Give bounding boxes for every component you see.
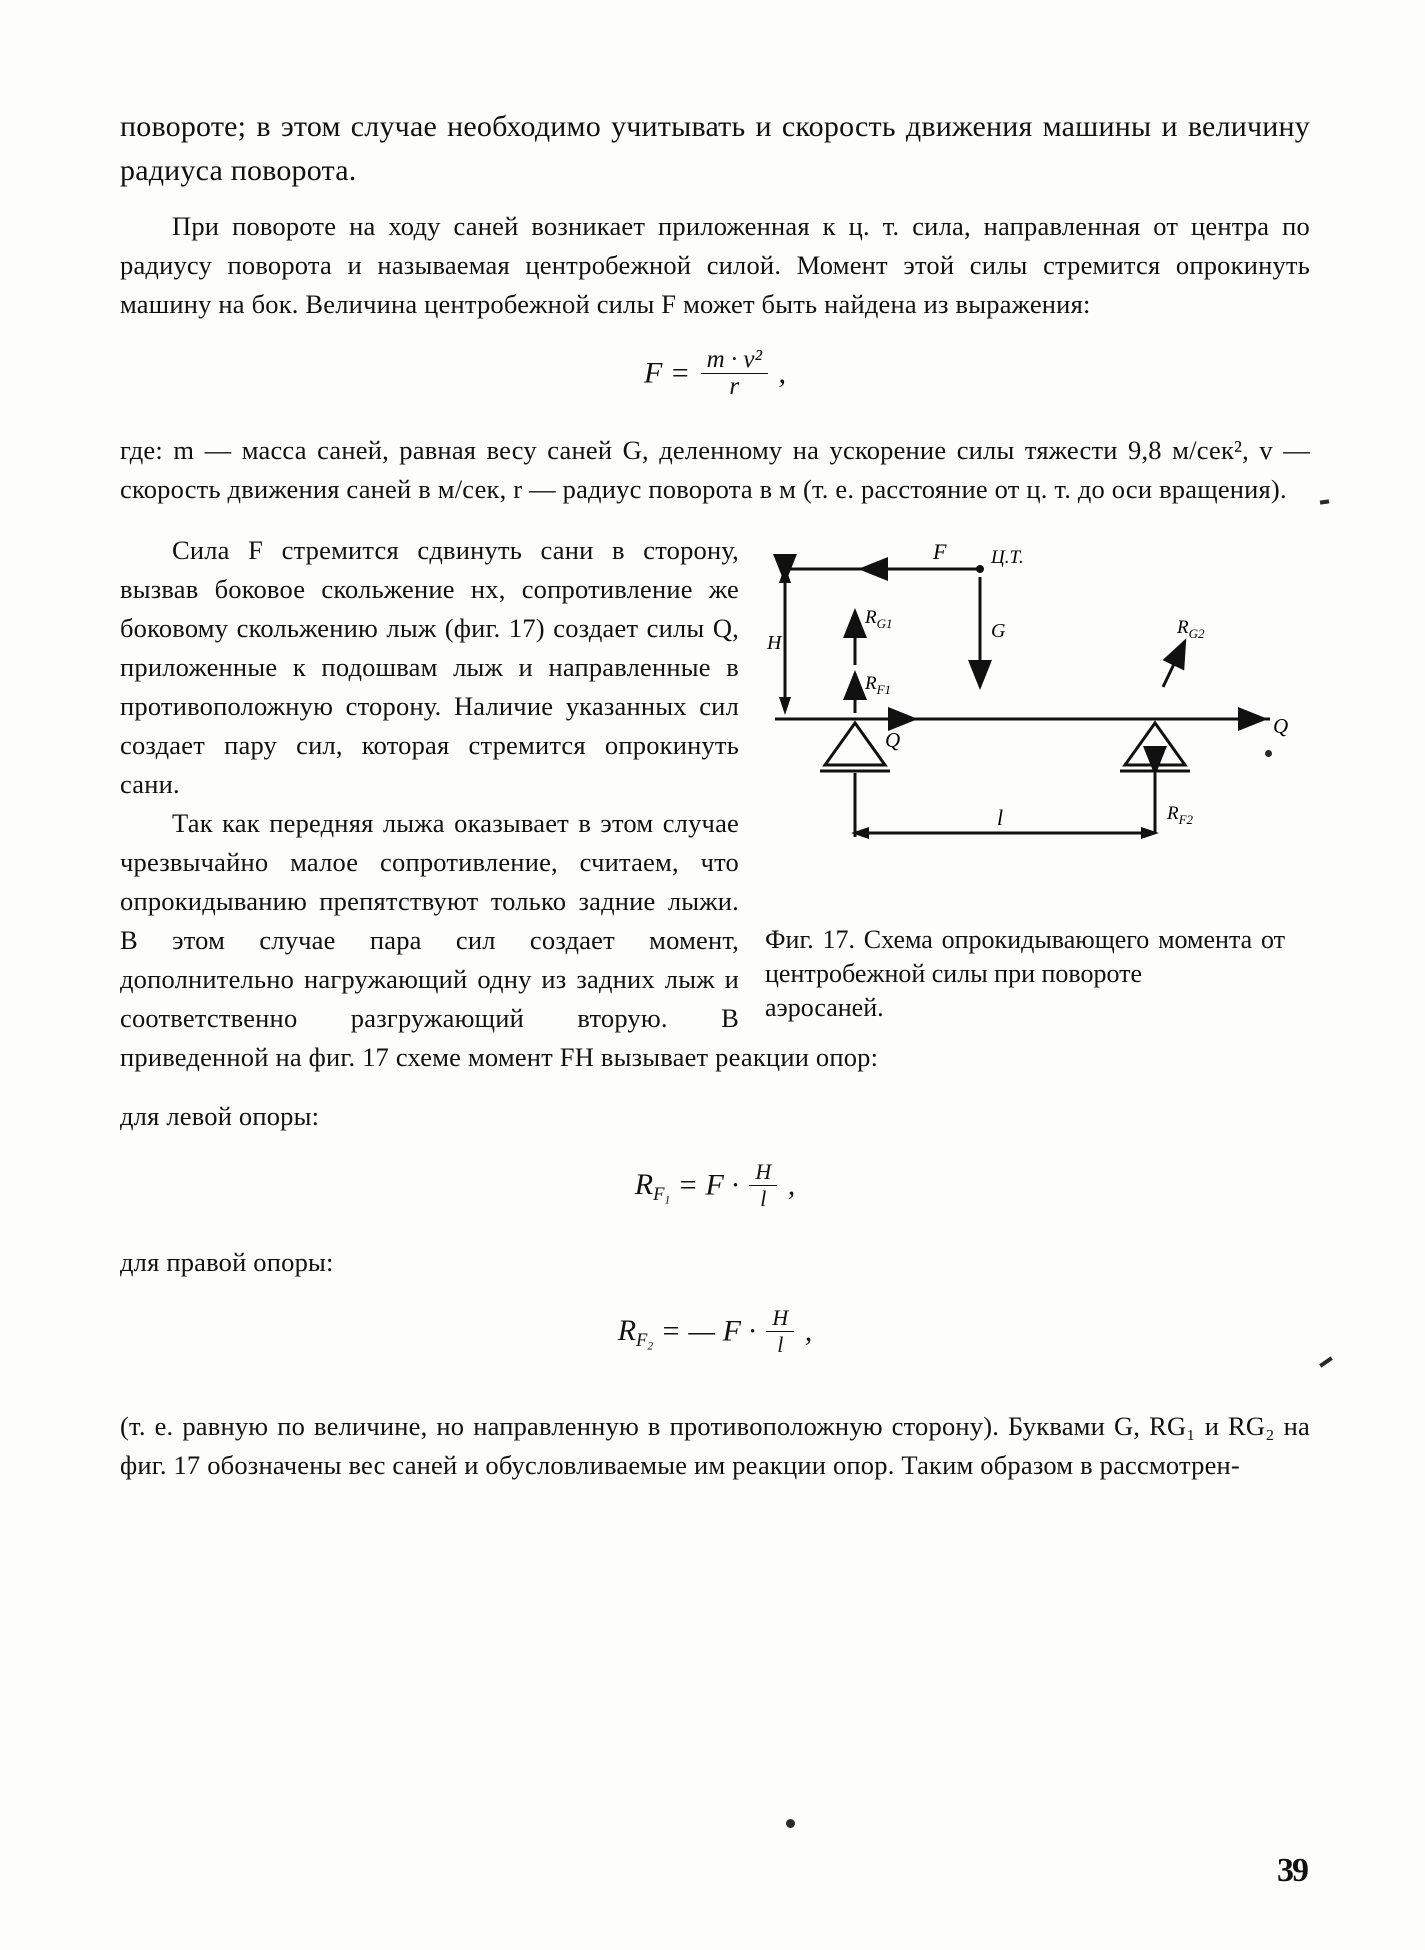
svg-text:F: F <box>933 539 947 564</box>
svg-text:l: l <box>997 805 1004 830</box>
paragraph-3: Сила F стремится сдвинуть сани в сторону, вызвав боковое скольжение нх, сопротивление же боковому скольжению лыж (фиг. 17) создает силы Q, приложенные к подошвам лыж и направленные в противоположную сторону. Наличие указанных сил создает пару сил, которая стремится опрокинуть сани. <box>120 535 739 799</box>
paragraph-4: Так как передняя лыжа оказывает в этом случае чрезвычайно малое сопротивление, считаем, что опрокидыванию препятствуют только задние лыжи. В этом случае пара сил создает момент, дополнительно нагружающий одну из задних лыж и соответственно разгружающий вторую. В приведенной на фиг. 17 схеме момент FH вызывает реакции опор: <box>120 808 879 1072</box>
figure-17 <box>765 537 1310 1025</box>
formula-3-tail: , <box>804 1314 813 1348</box>
figure-and-text-block <box>120 531 1310 1077</box>
formula-2-denominator: l <box>760 1186 767 1211</box>
svg-text:RF2: $R_{F2}$ <box>1167 803 1194 827</box>
formula-3-numerator: H <box>766 1306 794 1332</box>
svg-text:Q: Q <box>885 728 901 752</box>
scan-artifact-mark <box>1319 1356 1333 1367</box>
svg-text:RG2: $R_{G2}$ <box>1177 617 1205 641</box>
formula-right-support-reaction <box>120 1305 1310 1359</box>
svg-text:Q: Q <box>1273 714 1289 738</box>
formula-1-denominator: r <box>729 373 740 400</box>
formula-3-lhs: $R_{F_2}$ <box>617 1314 654 1354</box>
paragraph-5: для левой опоры: <box>120 1101 320 1131</box>
paragraph-1: При повороте на ходу саней возникает приложенная к ц. т. сила, направленная от центра по радиусу поворота и называемая центробежной силой. Момент этой силы стремится опрокинуть машину на бок. Величина центробежной силы F может быть найдена из выражения: <box>120 211 1310 319</box>
figure-17-caption-lastline: аэросаней. <box>765 993 884 1022</box>
formula-2-lhs: $R_{F_1}$ <box>634 1168 671 1208</box>
figure-17-drawing <box>765 537 1310 917</box>
formula-1-numerator: m · v² <box>701 348 768 374</box>
svg-text:RG1: $R_{G1}$ <box>865 607 893 631</box>
formula-1-lhs: F = <box>644 356 691 390</box>
paragraph-2 <box>120 431 1310 509</box>
svg-text:G: G <box>991 620 1006 642</box>
paragraph-2-text: m — масса саней, равная весу саней G, деленному на ускорение силы тяжести 9,8 м/сек², v — скорость движения саней в м/сек, r — радиус поворота в м (т. е. расстояние от ц. т. до оси вращения). <box>120 435 1310 504</box>
formula-3-fraction <box>766 1306 794 1357</box>
formula-left-support-reaction <box>120 1159 1310 1213</box>
formula-centrifugal-force <box>120 346 1310 401</box>
formula-2-numerator: H <box>749 1160 777 1186</box>
svg-text:H: H <box>767 632 782 654</box>
paragraph-lead: повороте; в этом случае необходимо учитывать и скорость движения машины и величину радиуса поворота. <box>120 110 1310 187</box>
scan-artifact-mark <box>1320 499 1329 504</box>
page-content <box>120 105 1310 1485</box>
svg-text:Ц.Т.: Ц.Т. <box>991 547 1024 568</box>
formula-2-eq: = F · <box>677 1168 739 1202</box>
figure-17-caption-text: Фиг. 17. Схема опрокидывающего момента от центробежной силы при повороте <box>765 925 1285 988</box>
formula-2-tail: , <box>787 1168 796 1202</box>
paragraph-7: (т. е. равную по величине, но направленную в противоположную сторону). Буквами G, RG₁ и RG₂ на фиг. 17 обозначены вес саней и обусловливаемые им реакции опор. Таким образом в рассмотрен- <box>120 1411 1310 1480</box>
svg-text:RF1: $R_{F1}$ <box>865 673 892 697</box>
scan-artifact-mark <box>786 1819 795 1828</box>
page-number: 39 <box>1277 1852 1307 1889</box>
formula-3-denominator: l <box>777 1332 784 1357</box>
formula-3-eq: = — F · <box>660 1314 756 1348</box>
figure-17-caption <box>765 923 1285 1025</box>
formula-1-fraction <box>701 348 768 399</box>
figure-17-svg <box>765 537 1310 917</box>
formula-2-fraction <box>749 1160 777 1211</box>
paragraph-2-prefix: где: <box>120 435 174 465</box>
formula-1-tail: , <box>778 356 786 390</box>
paragraph-6: для правой опоры: <box>120 1247 334 1277</box>
